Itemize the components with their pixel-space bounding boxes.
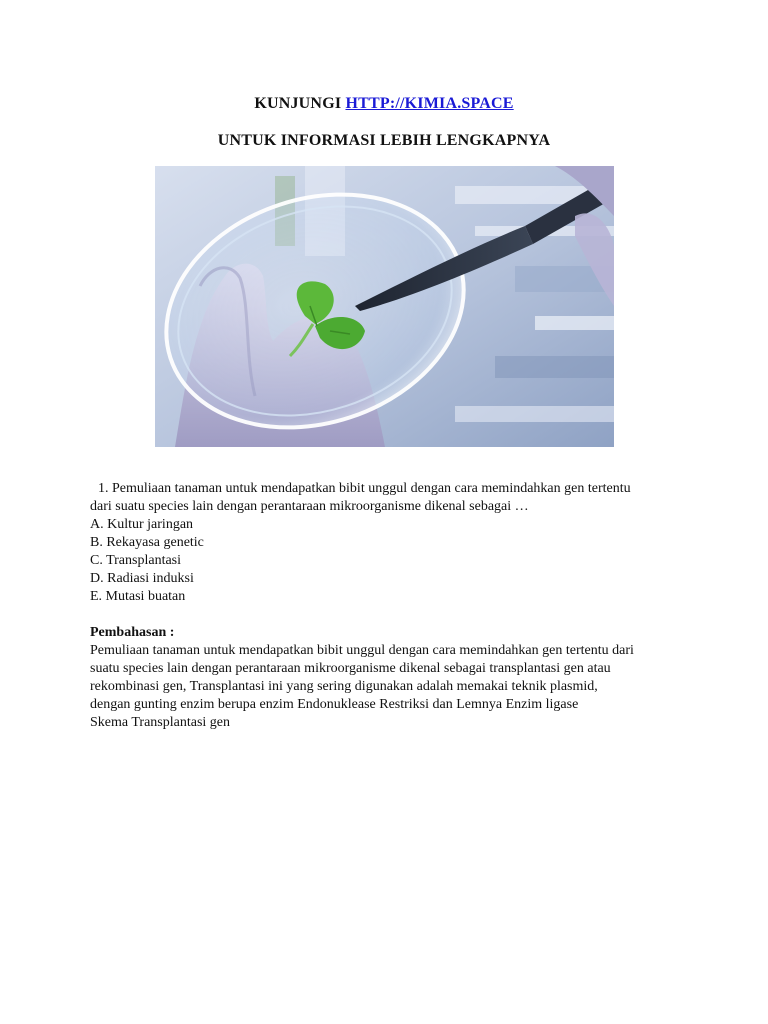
lab-photo-illustration <box>155 166 614 447</box>
option-b: B. Rekayasa genetic <box>90 535 204 550</box>
option-c: C. Transplantasi <box>90 553 182 568</box>
discussion-line-1: Pemuliaan tanaman untuk mendapatkan bibit unggul dengan cara memindahkan gen tertentu dari <box>90 643 634 658</box>
site-link[interactable]: HTTP://KIMIA.SPACE <box>345 95 514 112</box>
discussion-line-5: Skema Transplantasi gen <box>90 715 230 730</box>
option-d: D. Radiasi induksi <box>90 571 194 586</box>
visit-label: KUNJUNGI <box>254 95 342 112</box>
lab-photo <box>155 166 614 447</box>
question-line-2: dari suatu species lain dengan perantaraan mikroorganisme dikenal sebagai … <box>90 499 529 514</box>
discussion-line-4: dengan gunting enzim berupa enzim Endonuklease Restriksi dan Lemnya Enzim ligase <box>90 697 579 712</box>
option-e: E. Mutasi buatan <box>90 589 186 604</box>
question-number: 1. <box>98 481 109 496</box>
header-subtitle: UNTUK INFORMASI LEBIH LENGKAPNYA <box>217 132 551 149</box>
discussion-block <box>90 624 690 732</box>
header-visit-line <box>0 94 768 114</box>
discussion-line-2: suatu species lain dengan perantaraan mikroorganisme dikenal sebagai transplantasi gen atau <box>90 661 611 676</box>
discussion-title: Pembahasan : <box>90 625 175 640</box>
discussion-line-3: rekombinasi gen, Transplantasi ini yang sering digunakan adalah memakai teknik plasmid, <box>90 679 598 694</box>
question-line-1: 1. Pemuliaan tanaman untuk mendapatkan bibit unggul dengan cara memindahkan gen tertentu <box>98 481 631 496</box>
question-block <box>90 480 690 606</box>
option-a: A. Kultur jaringan <box>90 517 194 532</box>
